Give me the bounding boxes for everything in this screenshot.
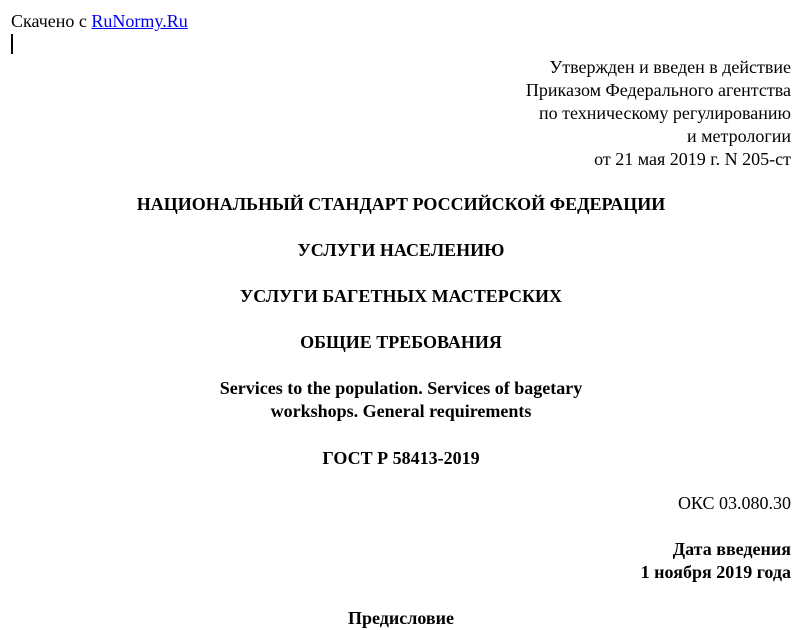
oks-code: ОКС 03.080.30 [677, 493, 791, 513]
text-cursor [11, 34, 13, 54]
english-title-line-1: Services to the population. Services of bagetary [219, 378, 583, 398]
english-title-line-2: workshops. General requirements [270, 401, 532, 421]
source-link[interactable]: RuNormy.Ru [91, 11, 188, 31]
source-prefix: Скачено с [11, 11, 92, 31]
title-line-1: УСЛУГИ НАСЕЛЕНИЮ [297, 240, 505, 260]
approval-line-2: Приказом Федерального агентства [525, 80, 791, 100]
approval-line-5: от 21 мая 2019 г. N 205-ст [594, 149, 791, 169]
source-line [11, 10, 188, 33]
approval-line-4: и метрологии [687, 126, 791, 146]
title-line-3: ОБЩИЕ ТРЕБОВАНИЯ [300, 332, 502, 352]
title-line-2: УСЛУГИ БАГЕТНЫХ МАСТЕРСКИХ [239, 286, 562, 306]
section-title-foreword: Предисловие [348, 608, 454, 628]
approval-line-3: по техническому регулированию [538, 103, 791, 123]
approval-line-1: Утвержден и введен в действие [549, 57, 791, 77]
standard-type-title: НАЦИОНАЛЬНЫЙ СТАНДАРТ РОССИЙСКОЙ ФЕДЕРАЦИИ [136, 194, 666, 214]
approval-block [526, 56, 791, 171]
effective-date-label: Дата введения [672, 539, 791, 559]
standard-designation: ГОСТ Р 58413-2019 [322, 448, 480, 468]
effective-date: 1 ноября 2019 года [640, 562, 791, 582]
